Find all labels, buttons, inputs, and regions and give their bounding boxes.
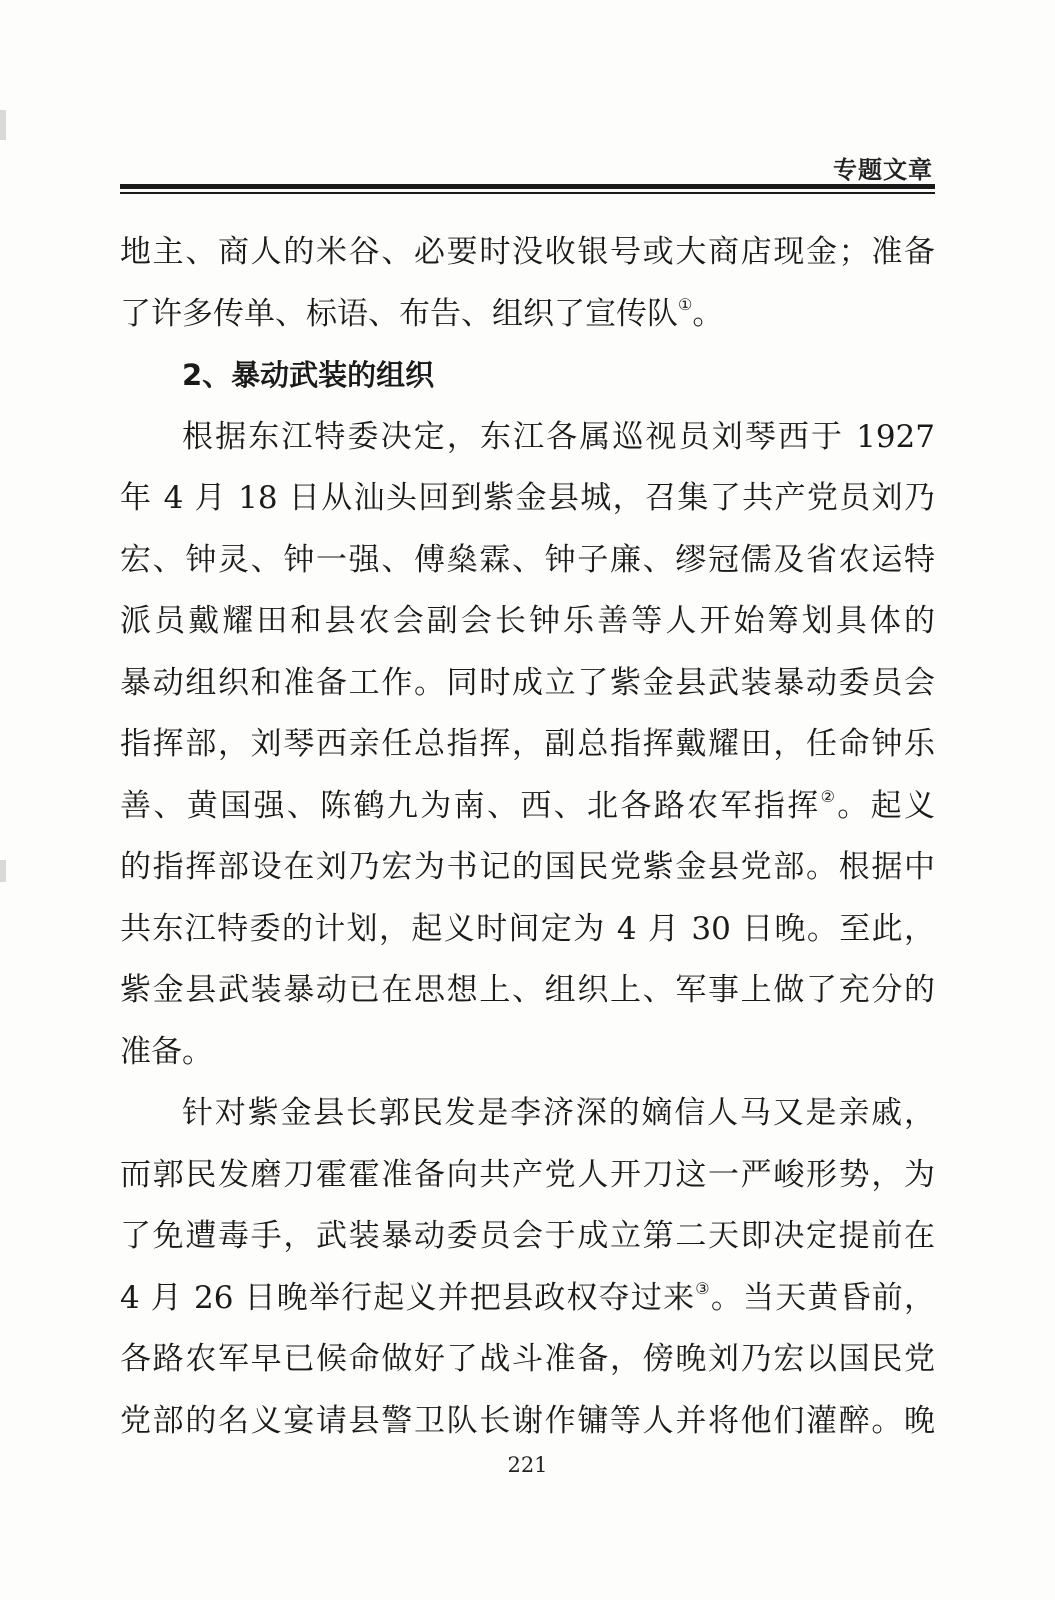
header-rule-thin (120, 192, 935, 194)
footnote-marker[interactable]: ③ (695, 1278, 711, 1298)
section-heading: 2、暴动武装的组织 (182, 358, 435, 392)
text-line: 紫金县武装暴动已在思想上、组织上、军事上做了充分的 (120, 972, 935, 1008)
text-line: 宏、钟灵、钟一强、傅燊霖、钟子廉、缪冠儒及省农运特 (120, 541, 935, 578)
text-line: 暴动组织和准备工作。同时成立了紫金县武装暴动委员会 (120, 664, 935, 701)
footnote-marker[interactable]: ① (678, 294, 693, 314)
footnote-marker[interactable]: ② (820, 786, 838, 806)
scan-edge-mark (0, 860, 6, 882)
text-line: 而郭民发磨刀霍霍准备向共产党人开刀这一严峻形势，为 (120, 1156, 935, 1193)
body-text (120, 222, 935, 1452)
text-line: 根据东江特委决定，东江各属巡视员刘琴西于 1927 (182, 418, 935, 455)
text-line: 善、黄国强、陈鹤九为南、西、北各路农军指挥②。起义 (120, 786, 936, 824)
text-line: 各路农军早已候命做好了战斗准备，傍晚刘乃宏以国民党 (120, 1341, 935, 1377)
text-line: 4 月 26 日晚举行起义并把县政权夺过来③。当天黄昏前， (120, 1278, 936, 1316)
text-line: 的指挥部设在刘乃宏为书记的国民党紫金县党部。根据中 (120, 849, 935, 885)
text-line: 了免遭毒手，武装暴动委员会于成立第二天即决定提前在 (120, 1218, 935, 1254)
header-rule-thick (120, 184, 935, 189)
text-line: 指挥部，刘琴西亲任总指挥，副总指挥戴耀田，任命钟乐 (120, 726, 935, 762)
text-line: 地主、商人的米谷、必要时没收银号或大商店现金；准备 (120, 234, 935, 270)
text-line: 共东江特委的计划，起义时间定为 4 月 30 日晚。至此， (120, 910, 935, 947)
text-line: 针对紫金县长郭民发是李济深的嫡信人马又是亲戚， (182, 1095, 935, 1131)
running-head: 专题文章 (833, 156, 933, 184)
text-line: 年 4 月 18 日从汕头回到紫金县城，召集了共产党员刘乃 (120, 480, 935, 516)
text-line: 准备。 (120, 1033, 213, 1070)
text-line: 派员戴耀田和县农会副会长钟乐善等人开始筹划具体的 (120, 603, 935, 639)
text-line: 了许多传单、标语、布告、组织了宣传队①。 (120, 294, 724, 332)
page-number: 221 (507, 1453, 548, 1477)
scan-edge-mark (0, 110, 6, 140)
text-line: 党部的名义宴请县警卫队长谢作镛等人并将他们灌醉。晚 (120, 1402, 935, 1439)
